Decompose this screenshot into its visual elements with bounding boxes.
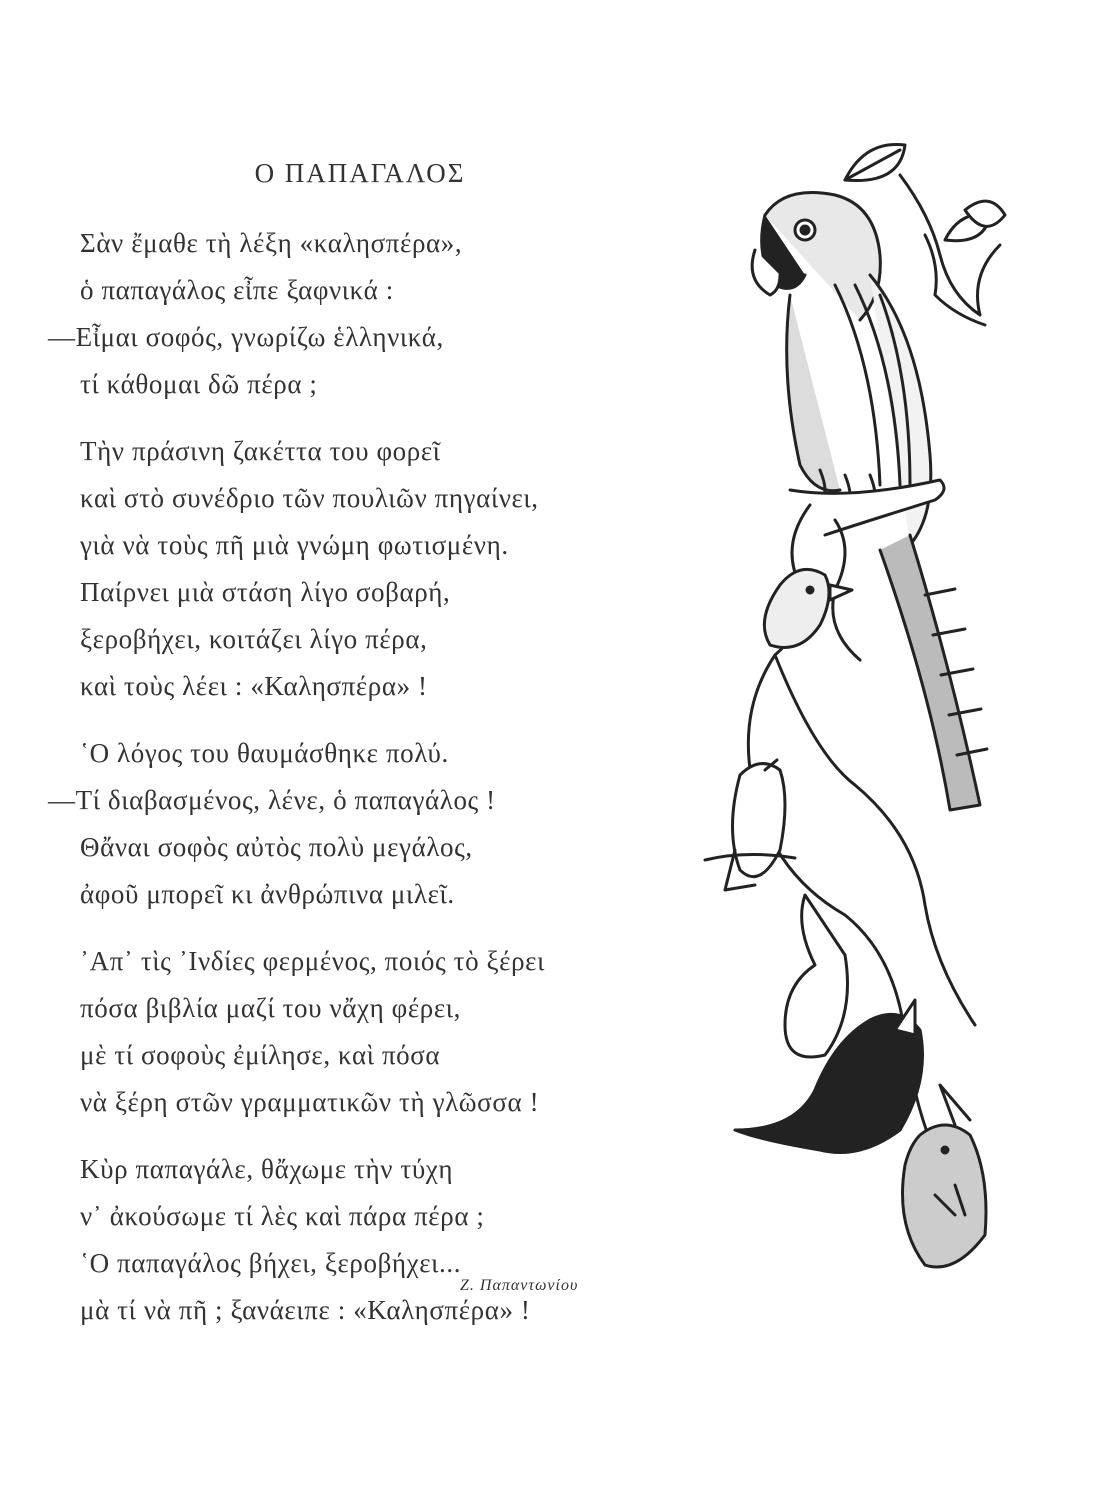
poem-line: νὰ ξέρη στῶν γραμματικῶν τὴ γλῶσσα ! [80,1087,540,1117]
poem-line: μὲ τί σοφοὺς ἐμίλησε, καὶ πόσα [80,1040,441,1070]
poem-line: —Τί διαβασμένος, λένε, ὁ παπαγάλος ! [48,785,496,815]
poem-line: —Εἶμαι σοφός, γνωρίζω ἑλληνικά, [48,322,444,352]
poem-line: καὶ τοὺς λέει : «Καλησπέρα» ! [80,671,428,701]
poem-author: Ζ. Παπαντωνίου [460,1277,579,1294]
poem-line: ῾Ο λόγος του θαυμάσθηκε πολύ. [80,738,449,768]
poem-line: Κὺρ παπαγάλε, θἄχωμε τὴν τύχη [80,1154,454,1184]
poem-title: Ο ΠΑΠΑΓΑΛΟΣ [254,158,466,188]
poem-line: ῾Ο παπαγάλος βήχει, ξεροβήχει... [80,1248,462,1278]
poem-line: Παίρνει μιὰ στάση λίγο σοβαρή, [80,577,451,607]
poem-line: ὁ παπαγάλος εἶπε ξαφνικά : [80,275,394,305]
poem-line: ξεροβήχει, κοιτάζει λίγο πέρα, [80,624,428,654]
poem-line: Τὴν πράσινη ζακέττα του φορεῖ [80,436,441,466]
poem-line: γιὰ νὰ τοὺς πῆ μιὰ γνώμη φωτισμένη. [80,530,509,560]
poem-line: Θἄναι σοφὸς αὐτὸς πολὺ μεγάλος, [80,832,473,862]
poem-line: ἀφοῦ μπορεῖ κι ἀνθρώπινα μιλεῖ. [80,879,455,909]
poem-line: ᾿Απ᾿ τὶς ᾿Ινδίες φερμένος, ποιός τὸ ξέρει [80,946,545,976]
poem-line: ν᾿ ἀκούσωμε τί λὲς καὶ πάρα πέρα ; [80,1201,485,1231]
poem-line: καὶ στὸ συνέδριο τῶν πουλιῶν πηγαίνει, [80,483,539,513]
poem-line: μὰ τί νὰ πῆ ; ξανάειπε : «Καλησπέρα» ! [80,1295,531,1325]
poem-line: Σὰν ἔμαθε τὴ λέξη «καλησπέρα», [80,228,463,258]
parrot-illustration [695,135,1115,1365]
poem-line: τί κάθομαι δῶ πέρα ; [80,369,318,399]
poem-line: πόσα βιβλία μαζί του νἄχη φέρει, [80,993,462,1023]
